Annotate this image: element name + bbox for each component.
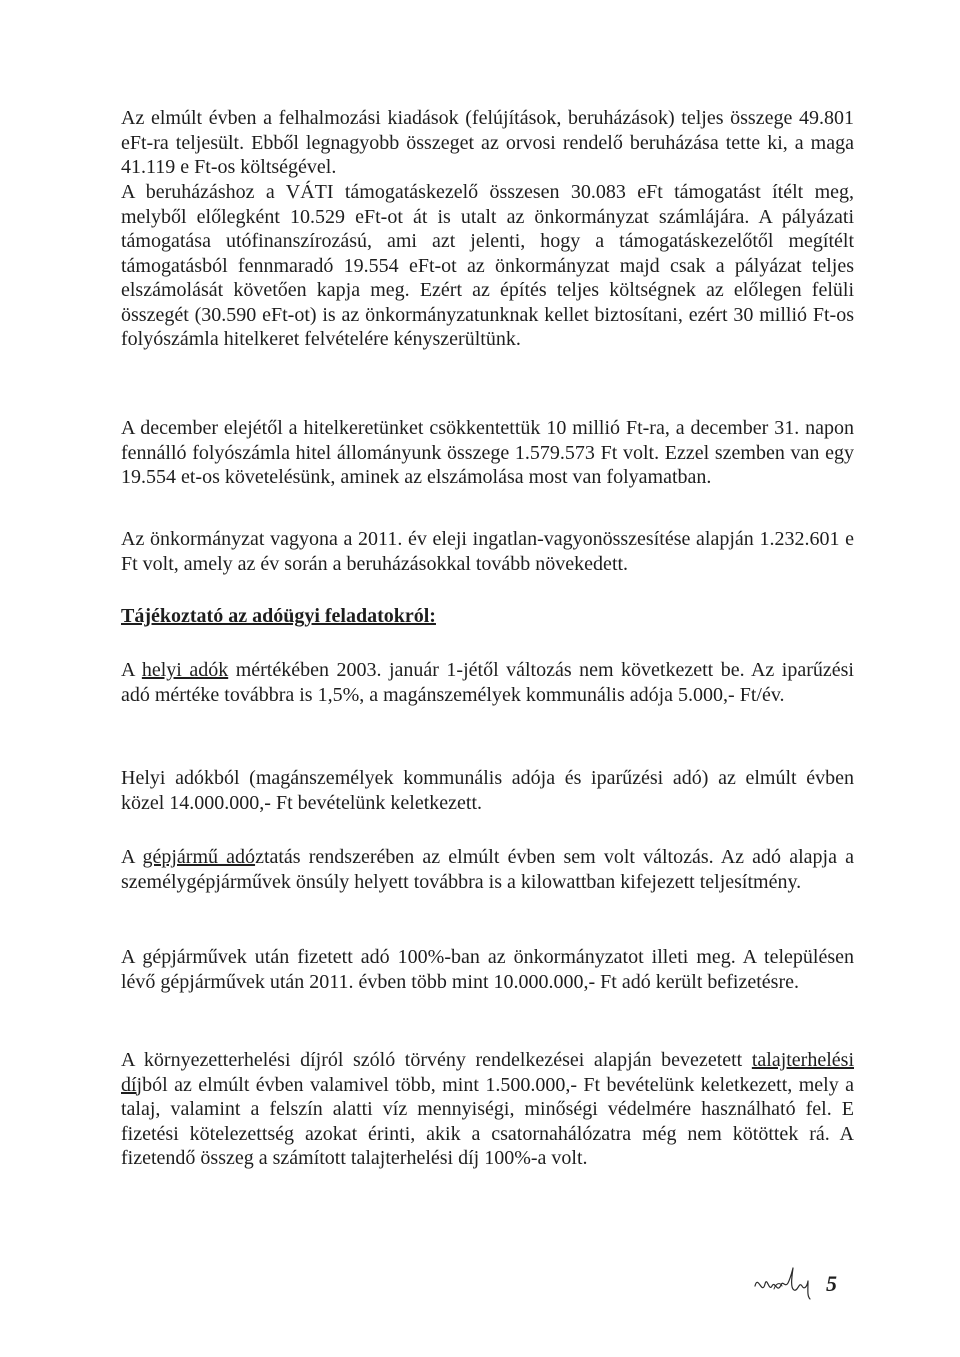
paragraph-local-taxes <box>121 658 854 707</box>
paragraph-text: mértékében 2003. január 1-jétől változás nem következett be. Az iparűzési adó mértéke továbbra is 1,5%, a magánszemélyek kommunális adója 5.000,- Ft/év. <box>121 659 854 706</box>
paragraph-text: A <box>121 659 142 681</box>
paragraph-text: ztatás rendszerében az elmúlt évben sem volt változás. Az adó alapja a személygépjárművek önsúly helyett továbbra is a kilowattban kifejezett teljesítmény. <box>121 846 854 893</box>
paragraph-text: A környezetterhelési díjról szóló törvény rendelkezései alapján bevezetett <box>121 1049 752 1071</box>
section-heading-tax-info: Tájékoztató az adóügyi feladatokról: <box>121 605 436 627</box>
paragraph-vati-grant: A beruházáshoz a VÁTI támogatáskezelő összesen 30.083 eFt támogatást ítélt meg, melyből előlegként 10.529 eFt-ot át is utalt az önkormányzat számlájára. A pályázati támogatása utófinanszírozású, ami azt jelenti, hogy a támogatáskezelőtől megítélt támogatásból fennmaradó 19.554 eFt-ot az önkormányzat majd csak a pályázat teljes elszámolását követően kapja meg. Ezért az építés teljes költségnek az előlegen felüli összegét (30.590 eFt-ot) is az önkormányzatunknak kellet biztosítani, ezért 30 millió Ft-os folyószámla hitelkeret felvételére kényszerültünk. <box>121 181 854 350</box>
paragraph-soil-load-fee <box>121 1048 854 1171</box>
underlined-term-vehicle-tax: gépjármű adó <box>142 846 256 868</box>
paragraph-local-tax-revenue: Helyi adókból (magánszemélyek kommunális adója és iparűzési adó) az elmúlt évben közel 14.000.000,- Ft bevételünk keletkezett. <box>121 767 854 814</box>
paragraph-credit-line: A december elejétől a hitelkeretünket csökkentettük 10 millió Ft-ra, a december 31. napon fennálló folyószámla hitel állományunk összege 1.579.573 Ft volt. Ezzel szemben van egy 19.554 et-os követelésünk, aminek az elszámolása most van folyamatban. <box>121 417 854 488</box>
signature-initials <box>752 1266 814 1302</box>
underlined-term-local-taxes: helyi adók <box>141 659 229 681</box>
paragraph-text: A <box>121 846 143 868</box>
paragraph-text: ból az elmúlt évben valamivel több, mint 1.500.000,- Ft bevételünk keletkezett, mely a talaj, valamint a felszín alatti víz mennyiségi, minőségi védelmére használható fel. E fizetési kötelezettség azokat érinti, akik a csatornahálózatra még nem kötöttek rá. A fizetendő összeg a számított talajterhelési díj 100%-a volt. <box>121 1073 854 1169</box>
paragraph-capital-expenditure: Az elmúlt évben a felhalmozási kiadások (felújítások, beruházások) teljes összege 49.801 eFt-ra teljesült. Ebből legnagyobb összeget az orvosi rendelő beruházása tette ki, a maga 41.119 e Ft-os költségével. <box>121 107 854 178</box>
paragraph-municipal-assets: Az önkormányzat vagyona a 2011. év eleji ingatlan-vagyonösszesítése alapján 1.232.601 e Ft volt, amely az év során a beruházásokkal tovább növekedett. <box>121 528 854 575</box>
underlined-term-soil-load-fee: talajterhelési díj <box>121 1049 854 1096</box>
page-number: 5 <box>826 1271 837 1296</box>
paragraph-vehicle-tax <box>121 845 854 894</box>
paragraph-vehicle-tax-revenue: A gépjárművek után fizetett adó 100%-ban az önkormányzatot illeti meg. A településen lévő gépjárművek után 2011. évben több mint 10.000.000,- Ft adó került befizetésre. <box>121 946 854 993</box>
